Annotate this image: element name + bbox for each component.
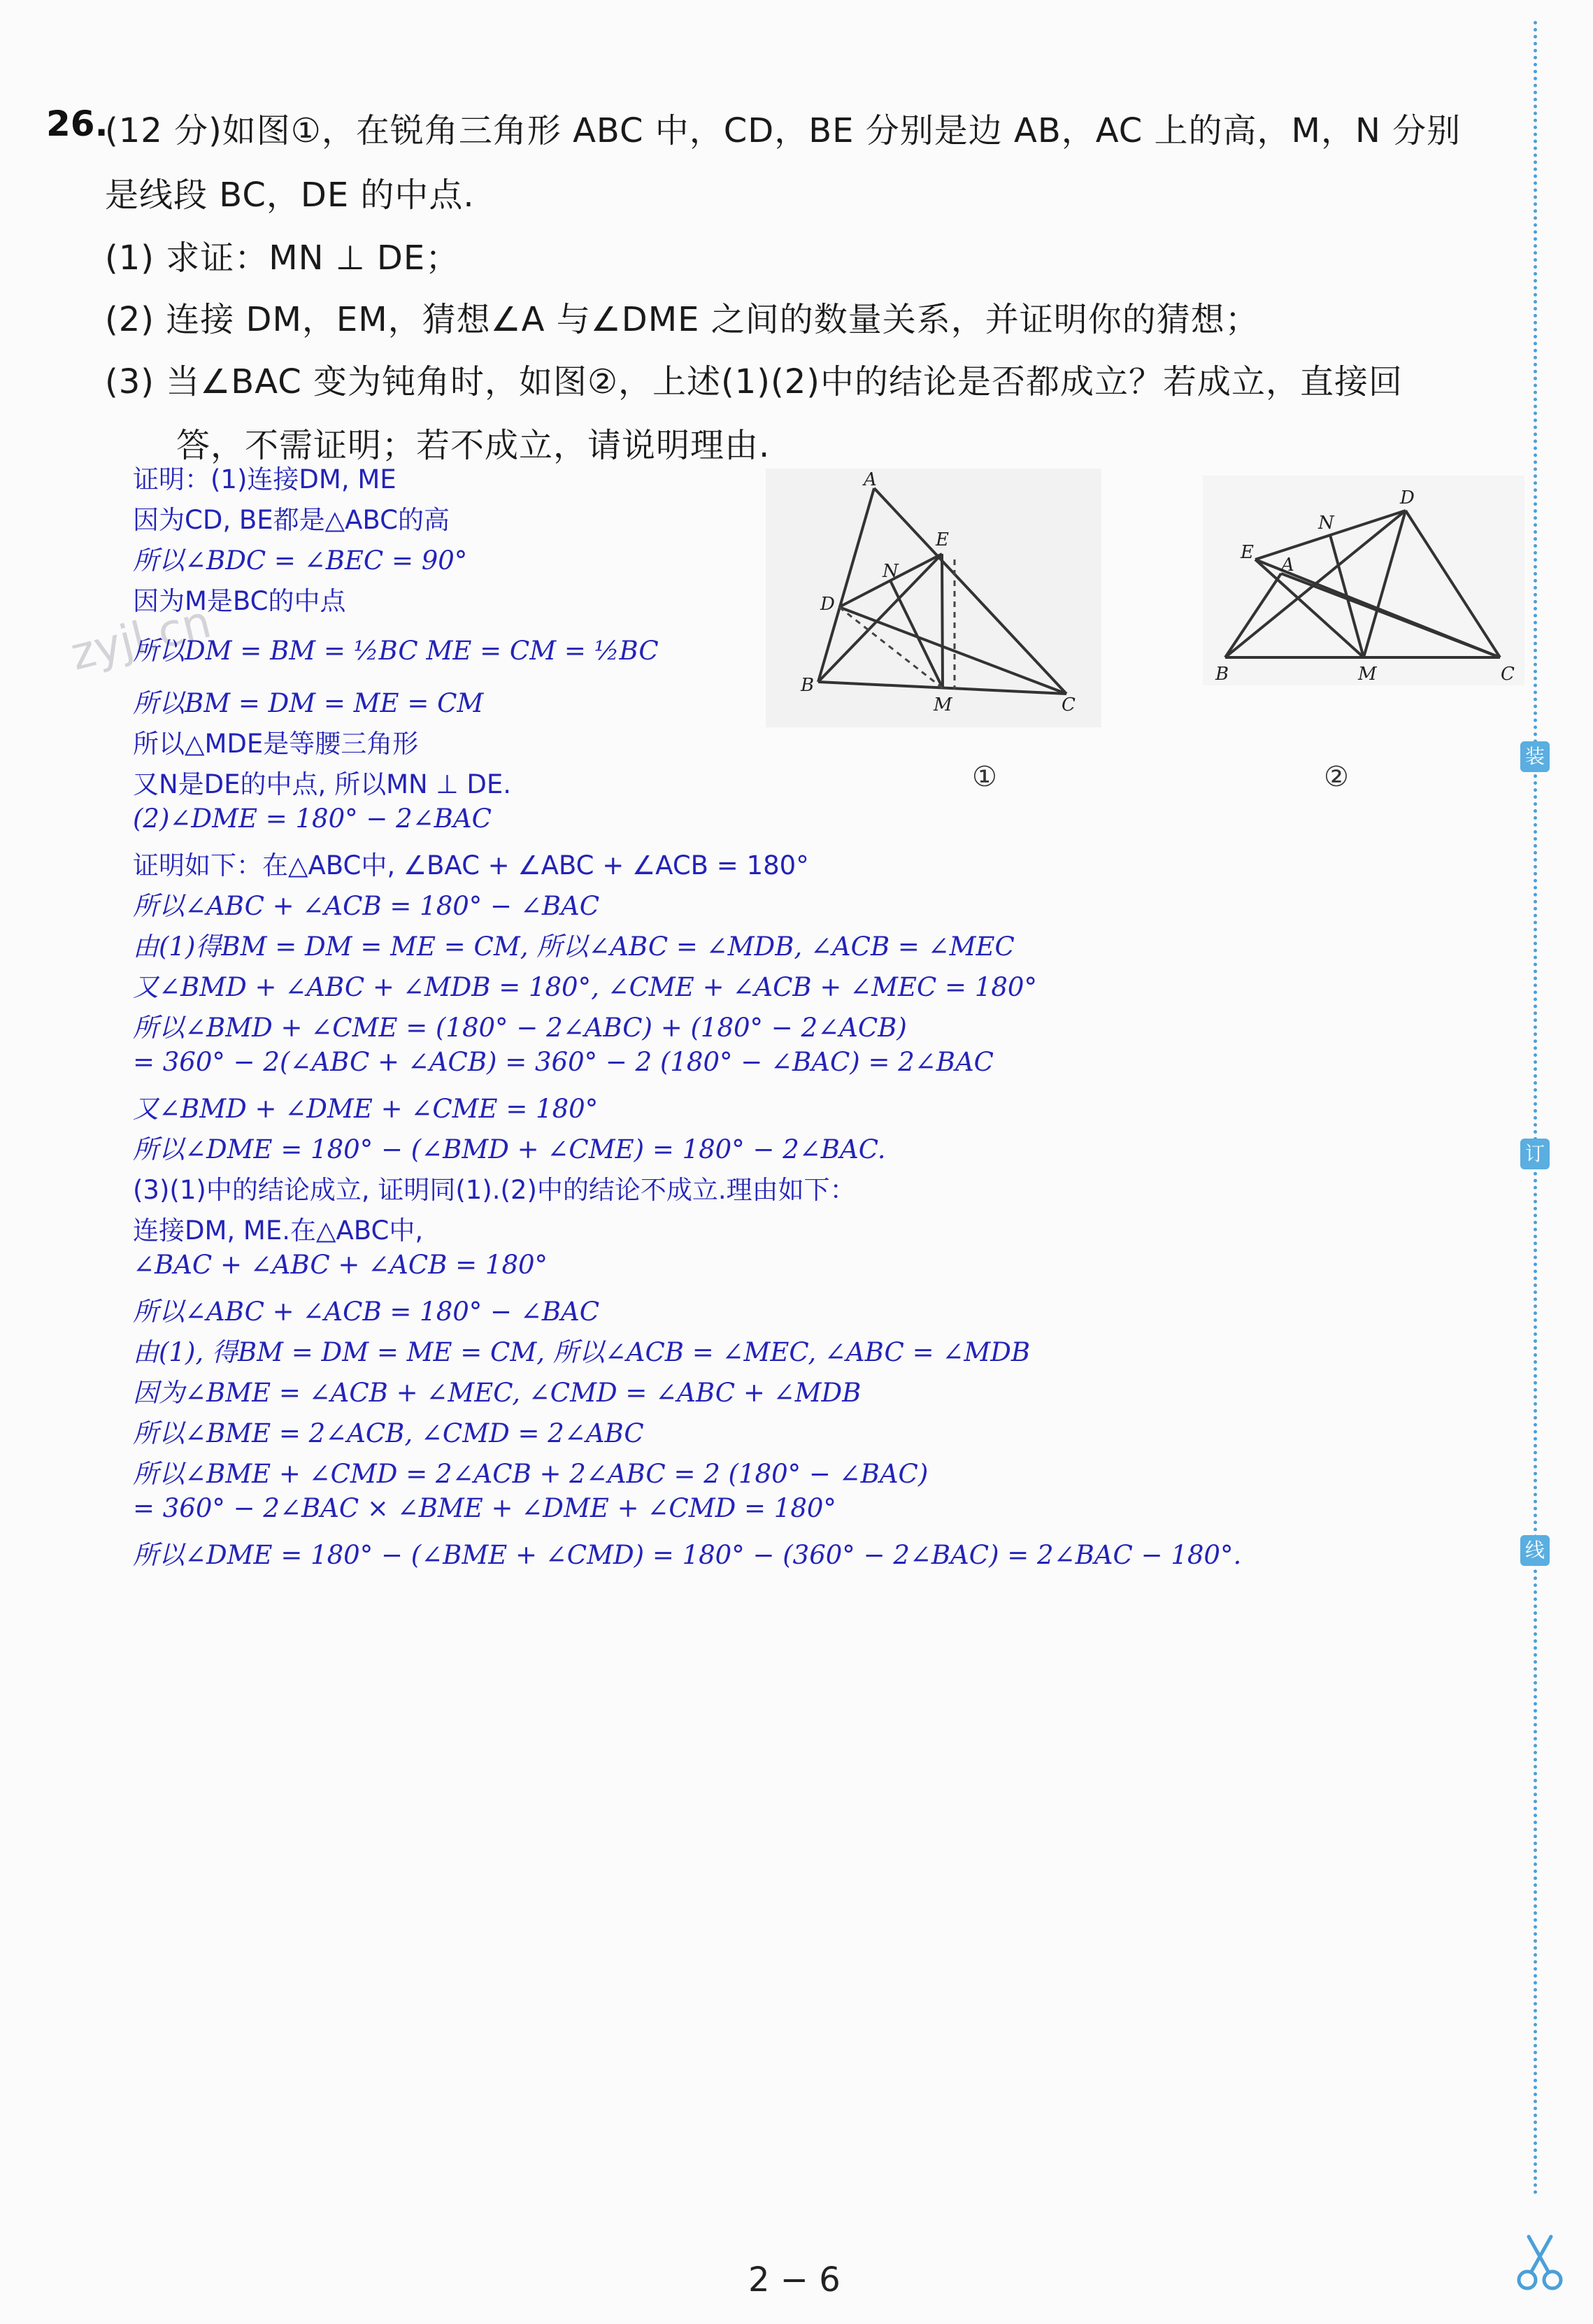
cut-line <box>1534 21 1537 2196</box>
answer-line: 所以∠BDC = ∠BEC = 90° <box>133 546 468 576</box>
answer-line: 所以∠BMD + ∠CME = (180° − 2∠ABC) + (180° − 2∠ACB) <box>133 1013 907 1043</box>
fig1-label-d: D <box>820 594 835 615</box>
answer-line: (3)(1)中的结论成立, 证明同(1).(2)中的结论不成立.理由如下： <box>133 1175 856 1205</box>
watermark: zyjl.cn <box>66 596 217 681</box>
page-number: 2 − 6 <box>748 2260 841 2300</box>
answer-line: 所以BM = DM = ME = CM <box>133 688 484 718</box>
fig2-label-e: E <box>1241 542 1254 563</box>
answer-line: 证明：(1)连接DM, ME <box>133 464 397 494</box>
answer-line: 证明如下：在△ABC中, ∠BAC + ∠ABC + ∠ACB = 180° <box>133 850 809 881</box>
figure-2-label: ② <box>1324 761 1349 793</box>
answer-line: 所以∠ABC + ∠ACB = 180° − ∠BAC <box>133 891 600 921</box>
figure-1-acute-triangle <box>766 469 1101 730</box>
answer-line: 所以∠BME + ∠CMD = 2∠ACB + 2∠ABC = 2 (180° − ∠BAC) <box>133 1459 929 1489</box>
answer-line: 由(1)得BM = DM = ME = CM, 所以∠ABC = ∠MDB, ∠ACB = ∠MEC <box>133 932 1015 962</box>
answer-line: = 360° − 2(∠ABC + ∠ACB) = 360° − 2 (180° − ∠BAC) = 2∠BAC <box>133 1047 994 1077</box>
answer-line: 连接DM, ME.在△ABC中, <box>133 1216 424 1246</box>
problem-line-2: 是线段 BC，DE 的中点. <box>105 176 475 215</box>
fig2-label-a: A <box>1281 555 1294 576</box>
fig1-label-e: E <box>936 529 949 550</box>
binding-tag: 装 <box>1520 741 1550 772</box>
answer-line: ∠BAC + ∠ABC + ∠ACB = 180° <box>133 1250 548 1280</box>
problem-part-1: (1) 求证：MN ⊥ DE； <box>105 238 460 278</box>
fig1-label-c: C <box>1062 694 1076 715</box>
fig2-label-n: N <box>1318 513 1334 534</box>
fig1-label-n: N <box>883 561 899 582</box>
binding-tag: 线 <box>1520 1535 1550 1566</box>
answer-line: 所以∠BME = 2∠ACB, ∠CMD = 2∠ABC <box>133 1418 644 1448</box>
answer-line: = 360° − 2∠BAC × ∠BME + ∠DME + ∠CMD = 180° <box>133 1493 836 1523</box>
answer-line: 因为CD, BE都是△ABC的高 <box>133 505 450 535</box>
answer-line: 又N是DE的中点, 所以MN ⊥ DE. <box>133 769 512 799</box>
fig1-label-a: A <box>864 469 877 490</box>
problem-line-1: (12 分)如图①，在锐角三角形 ABC 中，CD，BE 分别是边 AB，AC 上的高，M，N 分别 <box>105 111 1462 150</box>
fig2-label-d: D <box>1400 487 1415 508</box>
answer-line: 又∠BMD + ∠DME + ∠CME = 180° <box>133 1094 599 1124</box>
fig1-label-b: B <box>801 675 815 696</box>
fig1-label-m: M <box>934 694 952 715</box>
answer-line: 因为∠BME = ∠ACB + ∠MEC, ∠CMD = ∠ABC + ∠MDB <box>133 1378 862 1408</box>
answer-line: 因为M是BC的中点 <box>133 586 346 616</box>
answer-line: 所以△MDE是等腰三角形 <box>133 729 419 759</box>
answer-line: 所以∠ABC + ∠ACB = 180° − ∠BAC <box>133 1297 600 1327</box>
fig2-label-m: M <box>1358 664 1377 685</box>
answer-line: (2)∠DME = 180° − 2∠BAC <box>133 804 492 834</box>
problem-part-2: (2) 连接 DM，EM，猜想∠A 与∠DME 之间的数量关系，并证明你的猜想； <box>105 300 1259 339</box>
scissors-icon <box>1512 2231 1568 2294</box>
answer-line: 所以∠DME = 180° − (∠BMD + ∠CME) = 180° − 2∠BAC. <box>133 1134 886 1164</box>
problem-part-3: (3) 当∠BAC 变为钝角时，如图②，上述(1)(2)中的结论是否都成立？若成立，直接回 <box>105 362 1403 401</box>
answer-line: 所以DM = BM = ½BC ME = CM = ½BC <box>133 636 659 666</box>
answer-line: 所以∠DME = 180° − (∠BME + ∠CMD) = 180° − (360° − 2∠BAC) = 2∠BAC − 180°. <box>133 1540 1242 1570</box>
figure-2-obtuse-triangle <box>1203 476 1524 688</box>
binding-tag: 订 <box>1520 1139 1550 1169</box>
problem-part-3-cont: 答，不需证明；若不成立，请说明理由. <box>176 426 771 465</box>
fig2-label-b: B <box>1215 664 1229 685</box>
fig2-label-c: C <box>1501 664 1515 685</box>
answer-line: 又∠BMD + ∠ABC + ∠MDB = 180°, ∠CME + ∠ACB + ∠MEC = 180° <box>133 972 1037 1002</box>
problem-number: 26. <box>46 104 108 144</box>
answer-line: 由(1), 得BM = DM = ME = CM, 所以∠ACB = ∠MEC, ∠ABC = ∠MDB <box>133 1337 1031 1367</box>
figure-1-label: ① <box>972 761 997 793</box>
